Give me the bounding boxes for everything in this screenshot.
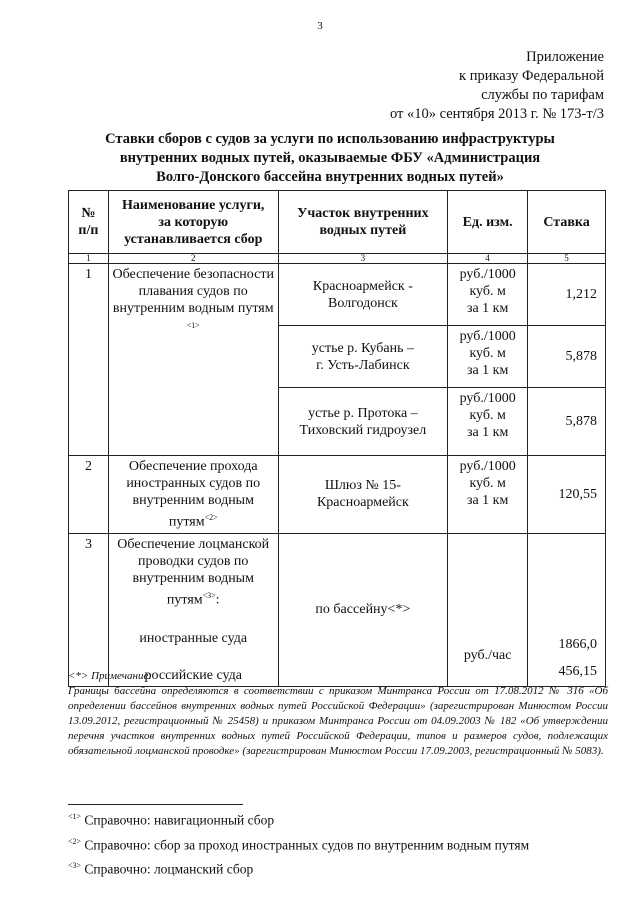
footnote-mark: <2> — [204, 513, 218, 522]
service-cell: Обеспечение прохода иностранных судов по внутренним водным путям$^{<2>}$ — [108, 456, 278, 534]
rate-cell: 5,878 — [528, 388, 606, 456]
row-number: 1 — [69, 264, 109, 456]
header-unit: Ед. изм. — [448, 191, 528, 254]
approval-block — [390, 48, 604, 124]
note-heading: <*> Примечание: — [68, 670, 153, 682]
footnote-divider — [68, 804, 243, 805]
service-cell: Обеспечение лоцманской проводки судов по внутренним водным путям$^{<3>}$: иностранные суда российские суда — [108, 533, 278, 687]
column-number: 2 — [108, 254, 278, 264]
note-text: Границы бассейна определяются в соответствии с приказом Минтранса России от 17.08.2012 № 316 «Об определении бассейнов внутренних водных путей Российской Федерации» (зарегистрирован Минюстом России 13.09.2012, регистрационный № 25458) и приказом Минтранса России от 04.09.2003 № 182 «Об утверждении перечня участков внутренних водных путей Российской Федерации, типов и размеров судов, подлежащих обязательной лоцманской проводке» (зарегистрирован Минюстом России 17.09.2003, регистрационный № 5083). — [68, 685, 608, 757]
unit-cell: руб./1000 куб. м за 1 км — [448, 388, 528, 456]
title-line: Волго-Донского бассейна внутренних водных путей» — [156, 169, 504, 185]
rate-cell: 5,878 — [528, 326, 606, 388]
header-section: Участок внутренних водных путей — [278, 191, 448, 254]
approval-line: службы по тарифам — [481, 87, 604, 103]
unit-cell: руб./1000 куб. м за 1 км — [448, 456, 528, 534]
footnote-mark: <1> — [186, 321, 200, 330]
table-row — [69, 533, 606, 687]
title-line: внутренних водных путей, оказываемые ФБУ «Администрация — [119, 150, 541, 166]
section-cell: Красноармейск - Волгодонск — [278, 264, 448, 326]
footnote-mark: <1> — [68, 812, 82, 821]
table-row — [69, 264, 606, 326]
unit-cell: руб./1000 куб. м за 1 км — [448, 264, 528, 326]
document-title — [60, 130, 600, 187]
rate-russian: 456,15 — [558, 664, 597, 680]
section-cell: устье р. Протока – Тиховский гидроузел — [278, 388, 448, 456]
section-cell: по бассейну<*> — [278, 533, 448, 687]
rate-foreign: 1866,0 — [558, 637, 597, 653]
vessel-type-russian: российские суда — [144, 668, 242, 684]
footnote: $^{<1>}$ Справочно: навигационный сбор — [68, 812, 275, 828]
header-rate: Ставка — [528, 191, 606, 254]
row-number: 3 — [69, 533, 109, 687]
column-number-row — [69, 254, 606, 264]
footnotes — [68, 808, 608, 882]
rate-cell: 1,212 — [528, 264, 606, 326]
page-number: 3 — [317, 20, 323, 32]
column-number: 4 — [448, 254, 528, 264]
service-cell: Обеспечение безопасности плавания судов по внутренним водным путям $^{<1>}$ — [108, 264, 278, 456]
vessel-type-foreign: иностранные суда — [139, 631, 248, 647]
table-row — [69, 456, 606, 534]
approval-line: от «10» сентября 2013 г. № 173-т/3 — [389, 106, 604, 122]
column-number: 1 — [69, 254, 109, 264]
rate-cell: 120,55 — [528, 456, 606, 534]
rate-cell — [528, 533, 606, 687]
column-number: 5 — [528, 254, 606, 264]
unit-cell: руб./1000 куб. м за 1 км — [448, 326, 528, 388]
column-number: 3 — [278, 254, 448, 264]
footnote-mark: <2> — [68, 836, 82, 846]
approval-line: Приложение — [526, 49, 604, 65]
note-block — [68, 669, 608, 759]
footnote-mark: <3> — [202, 590, 216, 600]
header-service: Наименование услуги, за которую устанавливается сбор — [108, 191, 278, 254]
section-cell: устье р. Кубань – г. Усть-Лабинск — [278, 326, 448, 388]
title-line: Ставки сборов с судов за услуги по использованию инфраструктуры — [105, 131, 555, 147]
row-number: 2 — [69, 456, 109, 534]
approval-line: к приказу Федеральной — [459, 68, 604, 84]
unit-cell: руб./час — [448, 533, 528, 687]
header-num: № п/п — [69, 191, 109, 254]
footnote-mark: <3> — [68, 861, 82, 870]
footnote: $^{<2>}$ Справочно: сбор за проход иностранных судов по внутренним водным путям — [68, 836, 530, 852]
rates-table — [68, 190, 606, 687]
footnote: $^{<3>}$ Справочно: лоцманский сбор — [68, 861, 254, 877]
section-cell: Шлюз № 15- Красноармейск — [278, 456, 448, 534]
header-row — [69, 191, 606, 254]
